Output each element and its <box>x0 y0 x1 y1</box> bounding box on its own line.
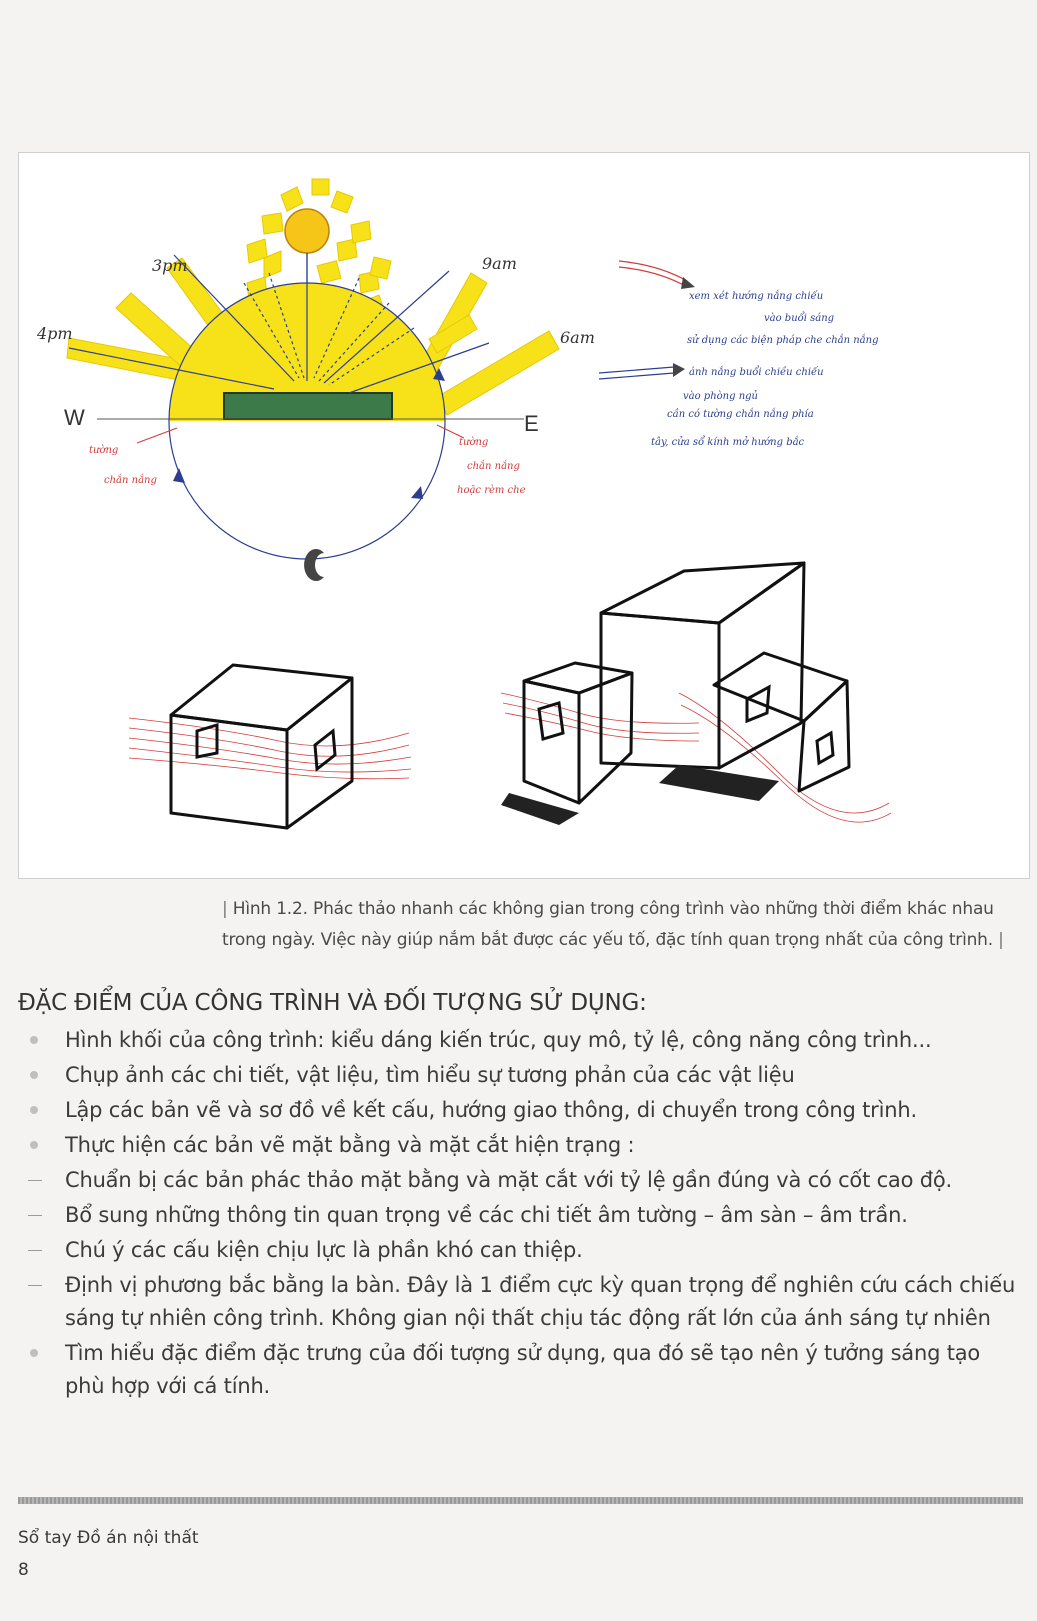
list-subitem: Chú ý các cấu kiện chịu lực là phần khó can thiệp. <box>18 1234 1018 1267</box>
label-3pm: 3pm <box>152 256 188 275</box>
section-title: ĐẶC ĐIỂM CỦA CÔNG TRÌNH VÀ ĐỐI TƯỢNG SỬ DỤNG: <box>18 990 647 1016</box>
box-sketch-single <box>129 665 411 828</box>
sun-path-sketch <box>19 153 1029 878</box>
moon-icon <box>304 549 324 581</box>
label-4pm: 4pm <box>37 324 73 343</box>
footer-book-title: Sổ tay Đồ án nội thất <box>18 1528 199 1548</box>
page-number: 8 <box>18 1560 29 1580</box>
list-item: Hình khối của công trình: kiểu dáng kiến trúc, quy mô, tỷ lệ, công năng công trình... <box>18 1024 1018 1057</box>
wall-note-right-3: hoặc rèm che <box>457 485 526 496</box>
figure-caption: | Hình 1.2. Phác thảo nhanh các không gian trong công trình vào những thời điểm khác nhau trong ngày. Việc này giúp nắm bắt được các yếu tố, đặc tính quan trọng nhất của công trình. | <box>222 899 1004 950</box>
footer-divider <box>18 1497 1023 1504</box>
list-item: Chụp ảnh các chi tiết, vật liệu, tìm hiểu sự tương phản của các vật liệu <box>18 1059 1018 1092</box>
box-sketch-cluster <box>501 563 891 825</box>
list-item: Lập các bản vẽ và sơ đồ về kết cấu, hướng giao thông, di chuyển trong công trình. <box>18 1094 1018 1127</box>
legend-note-4: ánh nắng buổi chiều chiếu <box>689 367 824 378</box>
label-east: E <box>524 411 539 436</box>
label-6am: 6am <box>560 328 595 347</box>
content-list <box>18 1024 1018 1405</box>
caption-line-2: trong ngày. Việc này giúp nắm bắt được các yếu tố, đặc tính quan trọng nhất của công trình. <box>222 930 993 950</box>
list-subitem: Định vị phương bắc bằng la bàn. Đây là 1 điểm cực kỳ quan trọng để nghiên cứu cách chiếu sáng tự nhiên công trình. Không gian nội thất chịu tác động rất lớn của ánh sáng tự nhiên <box>18 1269 1018 1335</box>
list-item: Tìm hiểu đặc điểm đặc trưng của đối tượng sử dụng, qua đó sẽ tạo nên ý tưởng sáng tạo phù hợp với cá tính. <box>18 1337 1018 1403</box>
wall-note-left-2: chắn nắng <box>104 475 157 486</box>
legend-note-6: cần có tường chắn nắng phía <box>667 409 814 420</box>
legend-note-7: tây, cửa sổ kính mở hướng bắc <box>651 437 805 448</box>
caption-line-1: Hình 1.2. Phác thảo nhanh các không gian trong công trình vào những thời điểm khác nhau <box>232 899 994 919</box>
label-west: W <box>64 405 85 430</box>
list-subitem: Bổ sung những thông tin quan trọng về các chi tiết âm tường – âm sàn – âm trần. <box>18 1199 1018 1232</box>
sun-disc <box>285 209 329 253</box>
legend-note-2: vào buổi sáng <box>764 313 835 324</box>
legend-note-1: xem xét hướng nắng chiếu <box>689 291 824 302</box>
wall-note-right-1: tường <box>459 437 489 448</box>
legend-arrow-blue <box>599 367 674 379</box>
wall-note-right-2: chắn nắng <box>467 461 520 472</box>
label-9am: 9am <box>482 254 517 273</box>
legend-note-3: sử dụng các biện pháp che chắn nắng <box>687 335 879 346</box>
list-item: Thực hiện các bản vẽ mặt bằng và mặt cắt hiện trạng : <box>18 1129 1018 1162</box>
ground-block <box>224 393 392 419</box>
wall-note-left-1: tường <box>89 445 119 456</box>
list-subitem: Chuẩn bị các bản phác thảo mặt bằng và mặt cắt với tỷ lệ gần đúng và có cốt cao độ. <box>18 1164 1018 1197</box>
legend-arrow-red <box>619 261 687 287</box>
figure-frame <box>18 152 1030 879</box>
legend-note-5: vào phòng ngủ <box>683 391 758 402</box>
